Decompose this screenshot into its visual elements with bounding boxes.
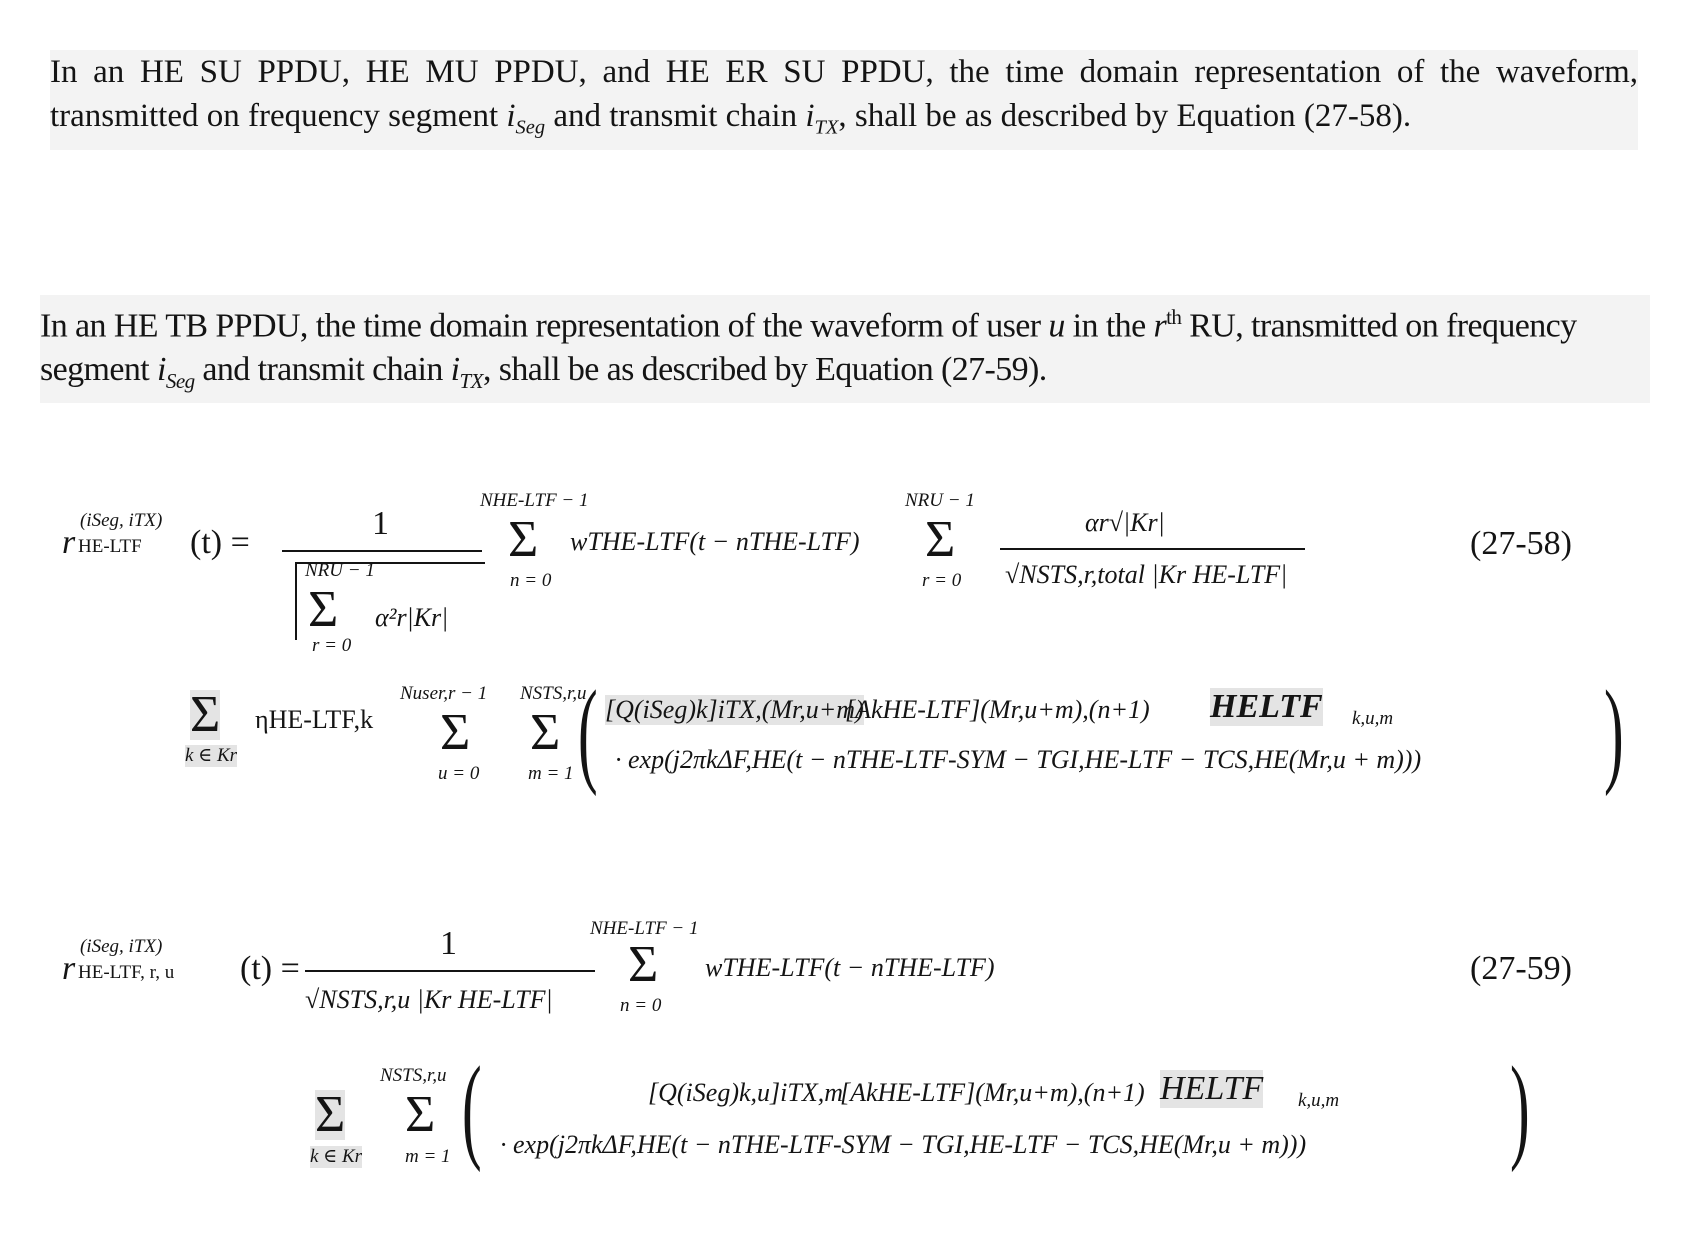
eq59-sum-n-top: NHE-LTF − 1: [590, 918, 699, 939]
p1-seg-var: i: [506, 98, 516, 134]
eq59-number: (27-59): [1470, 950, 1572, 987]
eq58-sigma-k: Σ: [190, 686, 221, 743]
p2-text-5: , shall be as described by Equation (27-59).: [482, 351, 1047, 389]
eq59-right-paren: ): [1510, 1042, 1530, 1173]
eq59-left-paren: (: [462, 1042, 482, 1173]
eq58-heltf-sub: k,u,m: [1352, 708, 1394, 729]
eq58-lhs-sub: HE-LTF: [78, 536, 142, 557]
eq58-sum-r-top: NRU − 1: [905, 490, 975, 511]
eq59-sum-m-bottom: m = 1: [405, 1146, 451, 1167]
eq58-q-term: [Q(iSeg)k]iTX,(Mr,u+m): [605, 695, 864, 724]
p2-user-var: u: [1048, 307, 1065, 345]
eq58-lhs-arg: (t) =: [190, 524, 250, 561]
eq58-frac2-bar: [1000, 548, 1305, 550]
eq59-sigma-m: Σ: [405, 1086, 436, 1143]
p1-text-3: , shall be as described by Equation (27-58).: [838, 98, 1412, 134]
p2-r-var: r: [1153, 307, 1167, 345]
eq58-den-sum-top: NRU − 1: [305, 560, 375, 581]
eq59-sum-k-bottom: k ∈ Kr: [310, 1146, 363, 1167]
p2-tx-var: i: [450, 351, 460, 389]
eq58-sigma-r: Σ: [925, 511, 956, 568]
p2-r-sup: th: [1166, 305, 1182, 329]
eq58-fraction-bar: [282, 550, 482, 552]
eq58-sigma-m: Σ: [530, 704, 561, 761]
eq59-exp-line: · exp(j2πkΔF,HE(t − nTHE-LTF-SYM − TGI,HE-LTF − TCS,HE(Mr,u + m))): [500, 1130, 1307, 1159]
eq59-lhs-r: r: [62, 950, 76, 987]
eq59-a-term: [AkHE-LTF](Mr,u+m),(n+1): [840, 1078, 1145, 1107]
p2-text-1: In an HE TB PPDU, the time domain representation of the waveform of user: [40, 307, 1049, 345]
eq59-sum-m-top: NSTS,r,u: [380, 1065, 447, 1086]
eq58-eta: ηHE-LTF,k: [255, 705, 374, 734]
eq58-sum-m-bottom: m = 1: [528, 763, 574, 784]
p1-tx-sub: TX: [814, 116, 839, 139]
eq59-sum-n-bottom: n = 0: [620, 995, 662, 1016]
eq58-sqrt-stem: [295, 562, 297, 640]
paragraph-he-tb: [40, 295, 1650, 403]
eq58-frac2-den: √NSTS,r,total |Kr HE-LTF|: [1005, 560, 1288, 589]
eq59-lhs-arg: (t) =: [240, 950, 300, 987]
eq58-sigma-u: Σ: [440, 704, 471, 761]
p2-text-4: and transmit chain: [194, 351, 451, 389]
eq59-q-term: [Q(iSeg)k,u]iTX,m: [648, 1078, 843, 1107]
eq59-sigma-k: Σ: [315, 1086, 346, 1143]
eq58-sum-m-top: NSTS,r,u: [520, 683, 587, 704]
eq59-fraction-bar: [305, 970, 595, 972]
eq58-frac2-num: αr√|Kr|: [1085, 508, 1165, 537]
eq58-number: (27-58): [1470, 525, 1572, 562]
p1-tx-var: i: [805, 98, 815, 134]
eq58-sum-u-bottom: u = 0: [438, 763, 480, 784]
eq58-sum-n-top: NHE-LTF − 1: [480, 490, 589, 511]
eq58-sum-n-bottom: n = 0: [510, 570, 552, 591]
eq58-numerator: 1: [372, 505, 389, 542]
eq59-heltf-sub: k,u,m: [1298, 1090, 1340, 1111]
p2-seg-sub: Seg: [165, 369, 195, 394]
p1-text-2: and transmit chain: [545, 98, 806, 134]
eq59-den: √NSTS,r,u |Kr HE-LTF|: [305, 985, 553, 1014]
eq59-heltf: HELTF: [1160, 1070, 1264, 1107]
eq58-heltf: HELTF: [1210, 688, 1323, 725]
eq58-den-term: α²r|Kr|: [375, 603, 449, 632]
p2-tx-sub: TX: [459, 369, 483, 394]
eq58-den-sum-bottom: r = 0: [312, 635, 352, 656]
eq58-sum-k-bottom: k ∈ Kr: [185, 745, 238, 766]
eq58-lhs-sup: (iSeg, iTX): [80, 510, 163, 531]
eq58-den-sigma: Σ: [308, 581, 339, 638]
p2-text-2: in the: [1064, 307, 1154, 345]
paragraph-he-su-mu-er: [50, 50, 1638, 150]
eq59-sigma-n: Σ: [628, 936, 659, 993]
p2-text-3: RU, transmitted on frequency segment: [40, 307, 1577, 389]
eq58-lhs-r: r: [62, 524, 76, 561]
eq58-right-paren: ): [1604, 666, 1624, 797]
p1-text-1: In an HE SU PPDU, HE MU PPDU, and HE ER SU PPDU, the time domain representation of the waveform, transmitted on frequency segment: [50, 54, 1638, 134]
p1-seg-sub: Seg: [515, 116, 546, 139]
eq59-lhs-sub: HE-LTF, r, u: [78, 962, 175, 983]
p2-seg-var: i: [157, 351, 166, 389]
eq58-exp-line: · exp(j2πkΔF,HE(t − nTHE-LTF-SYM − TGI,HE-LTF − TCS,HE(Mr,u + m))): [615, 745, 1422, 774]
eq59-lhs-sup: (iSeg, iTX): [80, 936, 163, 957]
eq58-a-term: [AkHE-LTF](Mr,u+m),(n+1): [845, 695, 1150, 724]
eq58-left-paren: (: [578, 666, 598, 797]
eq58-sigma-n: Σ: [508, 511, 539, 568]
eq58-sum-u-top: Nuser,r − 1: [400, 683, 488, 704]
eq58-sum-r-bottom: r = 0: [922, 570, 962, 591]
eq59-numerator: 1: [440, 925, 457, 962]
eq59-window: wTHE-LTF(t − nTHE-LTF): [705, 953, 995, 982]
eq58-window: wTHE-LTF(t − nTHE-LTF): [570, 527, 860, 556]
